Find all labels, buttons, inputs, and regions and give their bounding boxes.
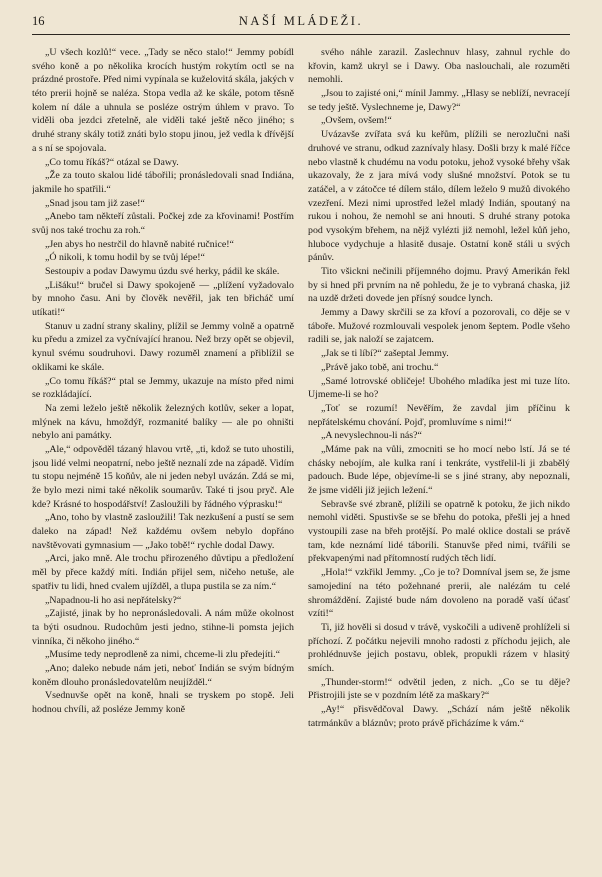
paragraph: Na zemi leželo ještě několik železných kotlův, seker a lopat, mlýnek na kávu, hmoždýř, rozmanité balíky — ale po ohništi nebylo ani památky. [32,402,294,442]
paragraph: „Ale,“ odpověděl tázaný hlavou vrtě, „ti, kdož se tuto uhostili, jsou lidé velmi neopatrní, nebo ještě neznalí zde na západě. Vidím tu stopu nejméně 15 koňův, ale ni jeden nebyl uvázán. Zdá se mi, že bylo mezi nimi také několik soumarův. Také ti jsou pryč. Ale kde? Krásné to hospodářství! Zasloužili by řádného výprasku!“ [32,443,294,510]
page-number: 16 [32,14,45,28]
paragraph: „Lišáku!“ bručel si Dawy spokojeně — „plížení vyžadovalo by mnoho času. Ani by člověk nevěřil, jak ten břicháč umí utíkati!“ [32,279,294,319]
paragraph: „Jsou to zajisté oni,“ mínil Jammy. „Hlasy se neblíží, nevracejí se tedy ještě. Vyslechneme je, Dawy?“ [308,88,570,113]
paragraph: „Ay!“ přisvědčoval Dawy. „Schází nám ještě několik tatrmánkův a bláznův; proto právě přicházíme k vám.“ [308,704,570,729]
paragraph: „Jen abys ho nestrčil do hlavně nabité ručnice!“ [45,238,234,250]
paragraph: Ti, již hověli si dosud v trávě, vyskočili a udiveně prohlíželi si příchozí. Z počátku nejevili mnoho radosti z příchodu jejich, ale prohlédnuvše jejich postavu, oblek, propukli rázem v hlasitý smích. [308,621,570,674]
paragraph: „Anebo tam někteří zůstali. Počkej zde za křovinami! Postřím svůj nos také trochu za roh.“ [32,211,294,236]
paragraph: Vsednuvše opět na koně, hnali se tryskem po stopě. Jeli hodnou chvíli, až posléze Jemmy koně [32,690,294,715]
running-title: NAŠÍ MLÁDEŽI. [238,14,364,28]
paragraph: „Musíme tedy neprodleně za nimi, chceme-li zlu předejíti.“ [45,649,280,661]
paragraph: „Zajisté, jinak by ho nepronásledovali. A nám může okolnost ta býti osudnou. Rudochům jesti jedno, stihne-li pomsta jejich vinníka, či někoho jiného.“ [32,608,294,647]
paragraph: „Právě jako tobě, ani trochu.“ [321,361,439,373]
paragraph: Sestoupiv a podav Dawymu úzdu své herky, pádil ke skále. [45,266,280,277]
paragraph: „Arci, jako mně. Ale trochu přirozeného důvtipu a předložení měl by přece každý míti. Indián přijel sem, ničeho netuše, ale spatřiv tu lidi, hned cvalem ujížděl, a tlupa pustila se za ním.“ [32,553,294,592]
paragraph: „Ano, toho by vlastně zasloužili! Tak nezkušení a pustí se sem daleko na západ! Než každému ovšem nebylo dopřáno navštěvovati gymnasium — „Jako tobě!“ rychle dodal Dawy. [32,512,294,551]
paragraph: „Samé lotrovské obličeje! Ubohého mladíka jest mi tuze líto. Ujmeme-li se ho? [308,375,570,401]
header-rule [32,34,570,35]
paragraph: „Co tomu říkáš?“ ptal se Jemmy, ukazuje na místo před nimi se rozkládající. [32,375,294,401]
paragraph: „Co tomu říkáš?“ otázal se Dawy. [45,156,179,168]
paragraph: „Ó nikoli, k tomu hodil by se tvůj lépe!“ [45,252,205,264]
text-column-left [32,46,294,872]
paragraph: „Hola!“ vzkřikl Jemmy. „Co je to? Domníval jsem se, že jsme samojediní na této požehnané prerii, ale nalézám tu celé shromáždění. Zajisté bude nám dovoleno na poradě vaší účasť vzíti!“ [308,567,570,620]
paragraph: „Máme pak na vůli, zmocniti se ho mocí nebo lstí. Já se té chásky nebojím, ale kulka raní i tenkráte, vystřelil-li ji zbabělý padouch. Bude lépe, objevíme-li se s jiné strany, aby nepoznali, že jsme viděli již jejich ležení.“ [308,443,570,496]
paragraph: „Snad jsou tam již zase!“ [45,197,145,209]
paragraph: Uvázavše zvířata svá ku keřům, plížili se nerozlučni naši druhové ve stranu, odkud zaznívaly hlasy. Došli brzy k malé říčce nebo vlastně k chudému na vodu potoku, jehož vysoké břehy však ukazovaly, že z jara mívá vody slušné množství. Potok se tu zatáčel, a v zátočce té dílem stálo, dílem leželo 9 mužů divokého vzezření. Mezi nimi uprostřed ležel mladý Indián, spoutaný na rukou i nohou, že nemohl se ani hnouti. S druhé strany potoka pod vysokým břehem, na nějž vylézti již nemohl, ležel kůň jeho, hluboce vydychuje a hlasitě dusaje. Ostatní koně stáli u svých pánův. [308,129,570,264]
paragraph: „Napadnou-li ho asi nepřátelsky?“ [45,594,182,606]
paragraph: „A nevyslechnou-li nás?“ [321,430,422,442]
paragraph: „U všech kozlů!“ vece. „Tady se něco stalo!“ Jemmy pobídl svého koně a po několika krocích hustým rokytím octl se na prázdné prostoře. Před nimi vypínala se kuželovitá skála, jakých v této prerii hojně se naléza. Stopa vedla až ke skále, potom těsně kolem ní dále a uhnula se posléze ostrým úhlem v pravo. To viděli oba jezdci zřetelně, ale viděli také ještě něco jiného; s druhé strany skály totiž znáti bylo stopu jinou, jež vedla k dřívější a s ní se spojovala. [32,47,294,154]
paragraph: „Thunder-storm!“ odvětil jeden, z nich. „Co se tu děje? Přistrojili jste se v pozdním létě za maškary?“ [308,676,570,702]
paragraph: „Ovšem, ovšem!“ [321,115,392,127]
paragraph: „Toť se rozumí! Nevěřím, že zavdal jim příčinu k nepřátelskému chování. Pojď, promluvíme s nimi!“ [308,402,570,428]
text-column-right [308,46,570,872]
paragraph: Sebravše své zbraně, plížili se opatrně k potoku, že jich nikdo nemohl viděti. Spustivše se se břehu do potoka, přešli jej a hned vystoupili zase na břeh protější. Po malé oklice dostali se právě tam, kde neznámí lidé táborili. Stanuvše před nimi, tvářili se překvapenými nad přítomností rudých těch lidí. [308,498,570,565]
paragraph: „Že za touto skalou lidé tábořili; pronásledovali snad Indiána, jakmile ho spatřili.“ [32,170,294,195]
paragraph: Jemmy a Dawy skrčili se za křoví a pozorovali, co děje se v táboře. Mužové rozmlouvali vespolek jenom šeptem. Podle všeho radili se, jak naloží se zajatcem. [308,307,570,346]
paragraph: Tito všickni nečinili příjemného dojmu. Pravý Amerikán řekl by si hned při prvním na ně pohledu, že je to vybraná chaska, již na uzdě držeti dovede jen přísný soudce lynch. [308,266,570,305]
paragraph: Stanuv u zadní strany skaliny, plížil se Jemmy volně a opatrně ku předu a zmizel za vyčnívající hranou. Než brzy opět se objevil, kynul svému soudruhovi. Dawy rozuměl znamení a přiblížil se oklikami ke skále. [32,320,294,373]
page-header [32,14,570,36]
paragraph: svého náhle zarazil. Zaslechnuv hlasy, zahnul rychle do křovin, kamž ukryl se i Dawy. Oba naslouchali, ale rozuměti nemohli. [308,47,570,86]
paragraph: „Jak se ti líbí?“ zašeptal Jemmy. [321,348,449,360]
paragraph: „Ano; daleko nebude nám jeti, neboť Indián se svým bídným koněm dlouho pronásledovatelům neujížděl.“ [32,662,294,688]
